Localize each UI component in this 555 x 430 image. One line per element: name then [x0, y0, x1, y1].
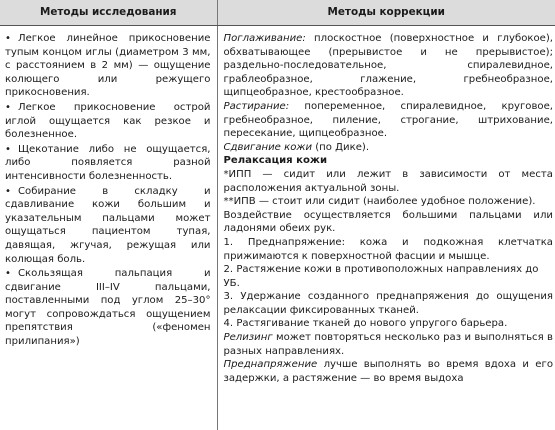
header-research-methods: Методы исследования	[0, 0, 217, 26]
ipv-paragraph: **ИПВ — стоит или сидит (наиболее удобное положение).	[224, 195, 554, 209]
shift-text: (по Дике).	[312, 142, 369, 153]
step-1: 1. Преднапряжение: кожа и подкожная клетчатка прижимаются к поверхностной фасции и мышце.	[224, 236, 554, 263]
release-paragraph	[224, 331, 554, 358]
correction-methods-cell	[217, 26, 555, 430]
stroking-label: Поглаживание:	[224, 33, 306, 44]
rubbing-label: Растирание:	[224, 101, 290, 112]
bullet-icon: •	[5, 143, 18, 157]
research-methods-cell	[0, 26, 217, 430]
shift-label: Сдвигание кожи	[224, 142, 313, 153]
list-item: • Легкое линейное прикосновение тупым концом иглы (диаметром 3 мм, с расстоянием в 2 мм) — ощущение колющего или режущего прикосновения.	[5, 32, 211, 100]
pretension-text: лучше выполнять во время вдоха и его задержки, а растяжение — во время выдоха	[224, 359, 554, 384]
relaxation-heading: Релаксация кожи	[224, 154, 554, 168]
table-header-row	[0, 0, 555, 26]
step-2: 2. Растяжение кожи в противоположных направлениях до УБ.	[224, 263, 554, 290]
bullet-icon: •	[5, 185, 18, 199]
table-row	[0, 26, 555, 430]
release-label: Релизинг	[224, 332, 273, 343]
bullet-icon: •	[5, 267, 18, 281]
impact-paragraph: Воздействие осуществляется большими пальцами или ладонями обеих рук.	[224, 209, 554, 236]
rubbing-paragraph	[224, 100, 554, 141]
step-4: 4. Растягивание тканей до нового упругого барьера.	[224, 317, 554, 331]
list-item: • Легкое прикосновение острой иглой ощущается как резкое и болезненное.	[5, 101, 211, 142]
ipp-paragraph: *ИПП — сидит или лежит в зависимости от места расположения актуальной зоны.	[224, 168, 554, 195]
list-item: • Щекотание либо не ощущается, либо появляется разной интенсивности болезненность.	[5, 143, 211, 184]
list-item: • Скользящая пальпация и сдвигание III–IV пальцами, поставленными под углом 25–30° могут сопровождаться ощущением препятствия («феномен прилипания»)	[5, 267, 211, 349]
bullet-icon: •	[5, 101, 18, 115]
shift-paragraph	[224, 141, 554, 155]
release-text: может повторяться несколько раз и выполняться в разных направлениях.	[224, 332, 554, 357]
header-correction-methods: Методы коррекции	[217, 0, 555, 26]
step-3: 3. Удержание созданного преднапряжения до ощущения релаксации фиксированных тканей.	[224, 290, 554, 317]
bullet-icon: •	[5, 32, 18, 46]
pretension-label: Преднапряжение	[224, 359, 318, 370]
pretension-paragraph	[224, 358, 554, 385]
list-item: • Собирание в складку и сдавливание кожи большим и указательным пальцами может ощущаться пациентом тупая, давящая, жгучая, режущая или колющая боль.	[5, 185, 211, 267]
stroking-paragraph	[224, 32, 554, 100]
rubbing-text: попеременное, спиралевидное, круговое, гребнеобразное, пиление, строгание, штрихование, пересекание, щипцеобразное.	[224, 101, 554, 139]
stroking-text: плоскостное (поверхностное и глубокое), обхватывающее (прерывистое и не прерывистое); раздельно-последовательное, спиралевидное, граблеобразное, глажение, гребнеобразное, щипцеобразное, крестообразное.	[224, 33, 554, 98]
